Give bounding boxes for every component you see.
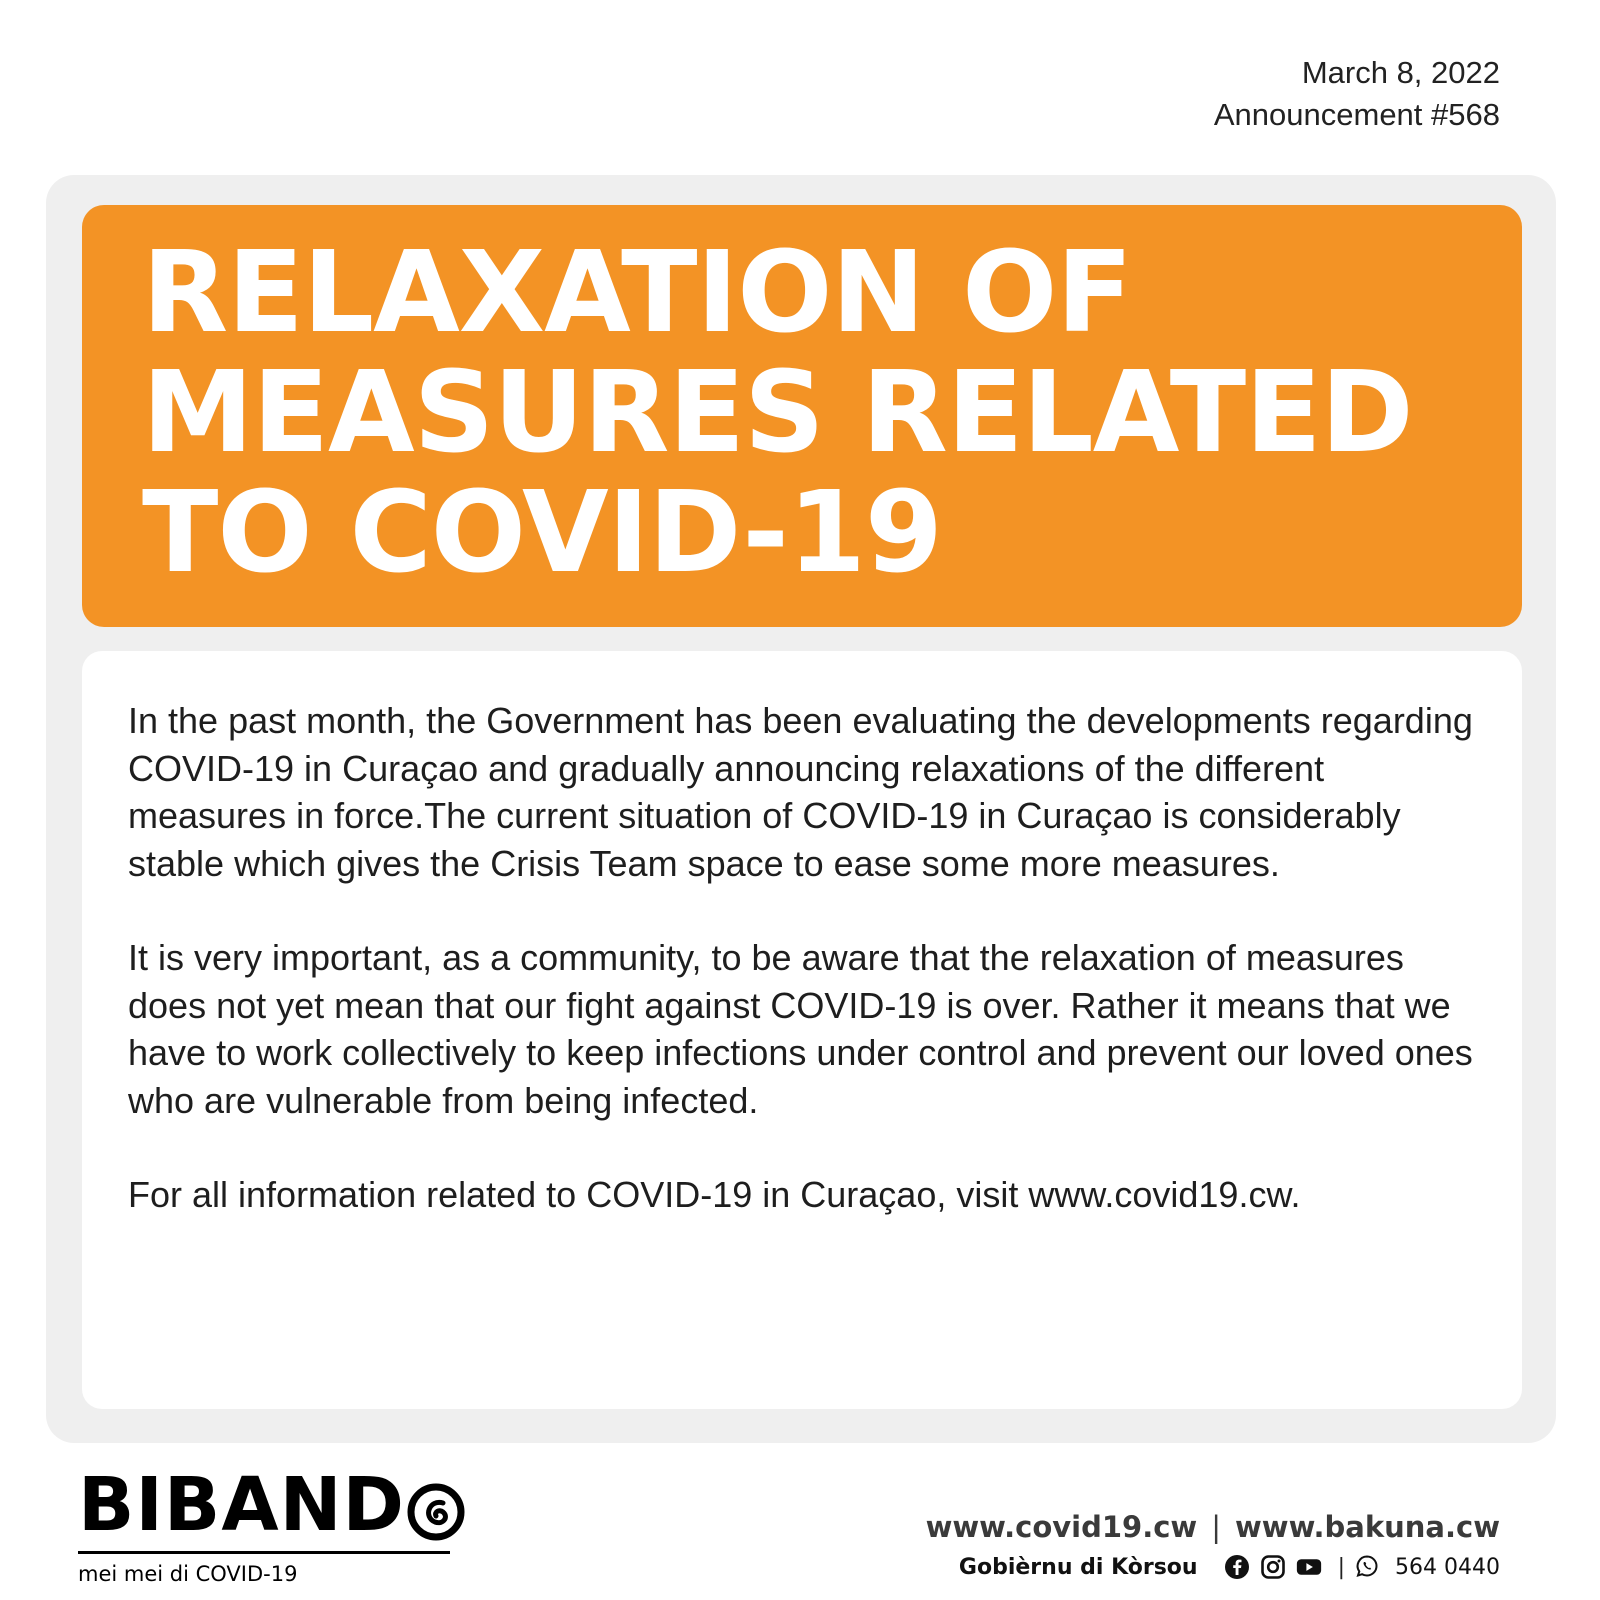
whatsapp-icon <box>1355 1554 1381 1580</box>
footer-contacts <box>926 1510 1500 1580</box>
youtube-icon[interactable] <box>1296 1554 1322 1580</box>
announcement-date: March 8, 2022 <box>1301 55 1500 90</box>
title-banner <box>82 205 1522 627</box>
title-line-1: RELAXATION OF <box>142 228 1132 358</box>
instagram-icon[interactable] <box>1260 1554 1286 1580</box>
phone-number[interactable]: 564 0440 <box>1395 1554 1500 1580</box>
logo-wordmark <box>78 1462 465 1548</box>
paragraph-2: It is very important, as a community, to be aware that the relaxation of measures does not yet mean that our fight against COVID-19 is over. Rather it means that we have to work collectively to keep infections under control and prevent our loved ones who are vulnerable from being infected. <box>128 937 1473 1121</box>
announcement-meta <box>1214 52 1500 136</box>
title-line-3: TO COVID-19 <box>142 468 942 598</box>
announcement-number: Announcement #568 <box>1213 97 1500 132</box>
logo-tagline: mei mei di COVID-19 <box>78 1562 298 1586</box>
page-title <box>142 228 1413 598</box>
footer-gov-line <box>926 1554 1500 1580</box>
paragraph-1: In the past month, the Government has been evaluating the developments regarding COVID-19 in Curaçao and gradually announcing relaxations of the different measures in force.The current situation of COVID-19 in Curaçao is considerably stable which gives the Crisis Team space to ease some more measures. <box>128 700 1473 884</box>
logo-underline <box>78 1551 450 1554</box>
paragraph-3: For all information related to COVID-19 in Curaçao, visit www.covid19.cw. <box>128 1174 1301 1215</box>
covid-url-link[interactable]: www.covid19.cw <box>925 1510 1198 1544</box>
body-text <box>128 697 1473 1266</box>
logo-swirl-icon <box>407 1476 465 1534</box>
bakuna-url-link[interactable]: www.bakuna.cw <box>1234 1510 1500 1544</box>
title-line-2: MEASURES RELATED <box>142 348 1413 478</box>
bibando-logo <box>78 1462 465 1586</box>
logo-word-text: BIBAND <box>78 1462 405 1548</box>
footer-urls <box>926 1510 1500 1544</box>
phone-separator: | <box>1337 1554 1346 1580</box>
body-card <box>82 651 1522 1409</box>
government-name: Gobièrnu di Kòrsou <box>958 1554 1198 1580</box>
url-separator: | <box>1211 1510 1221 1544</box>
facebook-icon[interactable] <box>1224 1554 1250 1580</box>
